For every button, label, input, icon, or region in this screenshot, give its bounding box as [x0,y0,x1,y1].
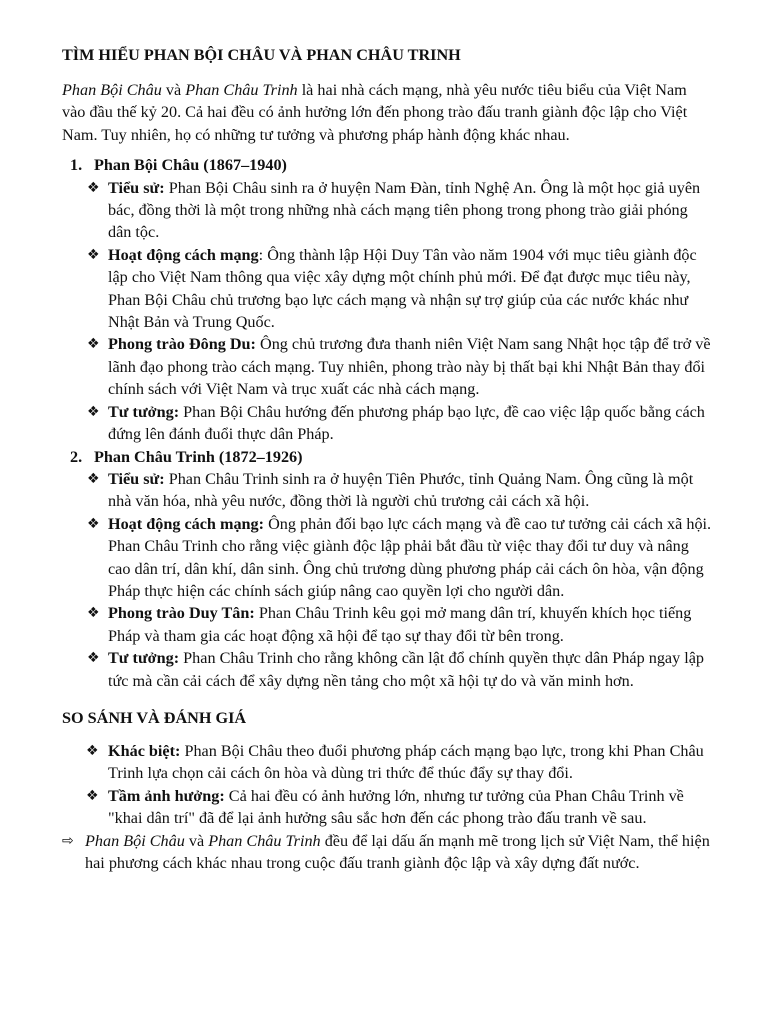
bullet-term: Tư tưởng: [108,649,180,668]
bullet-text: : Ông thành lập Hội Duy Tân vào năm 1904 với mục tiêu giành độc lập cho Việt Nam thông qua việc xây dựng một chính phủ mới. Để đạt được mục tiêu này, Phan Bội Châu chủ trương bạo lực cách mạng và nhận sự trợ giúp của các nước khác như Nhật Bản và Trung Quốc. [108,245,697,332]
intro-conjunction: và [161,81,186,99]
diamond-bullet-icon: ❖ [87,605,100,622]
diamond-bullet-icon: ❖ [87,515,100,532]
bullet-text: Phan Châu Trinh sinh ra ở huyện Tiên Phước, tỉnh Quảng Nam. Ông cũng là một nhà văn hóa, nhà yêu nước, đồng thời là người chủ trương cải cách xã hội. [108,469,694,511]
bullet-term: Phong trào Đông Du: [108,335,256,354]
intro-paragraph [62,79,712,146]
bullet-term: Hoạt động cách mạng [108,245,259,264]
diamond-bullet-icon: ❖ [86,742,99,759]
bullet-term: Tư tưởng: [108,402,180,421]
arrow-right-icon: ⇨ [62,832,74,849]
section-phan-boi-chau [62,154,712,445]
comparison-heading: SO SÁNH VÀ ĐÁNH GIÁ [62,708,247,727]
section-list [62,154,712,692]
bullet-text: Phan Bội Châu theo đuổi phương pháp cách mạng bạo lực, trong khi Phan Châu Trinh lựa chọn cải cách ôn hòa và dùng tri thức để thúc đẩy sự thay đổi. [108,741,704,783]
bullet-list [87,468,712,692]
diamond-bullet-icon: ❖ [87,246,100,263]
conclusion-conjunction: và [184,831,209,850]
section-phan-chau-trinh [62,446,712,692]
bullet-text: Phan Châu Trinh kêu gọi mở mang dân trí, khuyến khích học tiếng Pháp và tham gia các hoạt động xã hội để tạo sự thay đổi từ bên trong. [108,604,692,645]
intro-name-2: Phan Châu Trinh [185,81,298,99]
diamond-bullet-icon: ❖ [87,403,100,420]
conclusion-text: đều để lại dấu ấn mạnh mẽ trong lịch sử Việt Nam, thể hiện hai phương cách khác nhau trong cuộc đấu tranh giành độc lập và xây dựng đất nước. [85,831,710,872]
bullet-list [87,177,712,446]
document-title: TÌM HIỂU PHAN BỘI CHÂU VÀ PHAN CHÂU TRINH [62,46,461,64]
conclusion-name-1: Phan Bội Châu [85,831,185,850]
diamond-bullet-icon: ❖ [87,336,100,353]
list-item [87,401,712,446]
bullet-text: Phan Bội Châu hướng đến phương pháp bạo lực, đề cao việc lập quốc bằng cách đứng lên đánh đuổi thực dân Pháp. [108,402,705,444]
bullet-term: Phong trào Duy Tân: [108,604,255,623]
bullet-term: Tiểu sử: [108,178,165,197]
bullet-text: Ông chủ trương đưa thanh niên Việt Nam sang Nhật học tập để trở về lãnh đạo phong trào cách mạng. Tuy nhiên, phong trào này bị thất bại khi Nhật Bản thay đổi chính sách với Việt Nam và trục xuất các nhà cách mạng. [108,335,711,399]
bullet-term: Tầm ảnh hưởng: [108,786,225,805]
list-item [87,468,712,513]
intro-name-1: Phan Bội Châu [62,81,162,99]
section-title: Phan Châu Trinh (1872–1926) [94,447,303,466]
section-title: Phan Bội Châu (1867–1940) [94,156,287,175]
bullet-term: Hoạt động cách mạng: [108,514,265,533]
bullet-term: Khác biệt: [108,741,181,760]
bullet-text: Ông phản đối bạo lực cách mạng và đề cao tư tưởng cải cách xã hội. Phan Châu Trinh cho rằng việc giành độc lập phải bắt đầu từ việc thay đổi tư duy và nâng cao dân trí, dân khí, dân sinh. Ông chủ trương dùng phương pháp cải cách ôn hòa, vận động Pháp thực hiện các chính sách giúp nâng cao quyền lợi cho người dân. [108,514,712,600]
list-item [62,740,712,785]
bullet-text: Phan Bội Châu sinh ra ở huyện Nam Đàn, tỉnh Nghệ An. Ông là một học giả uyên bác, đồng thời là một trong những nhà cách mạng tiên phong trong phong trào giải phóng dân tộc. [108,178,701,242]
diamond-bullet-icon: ❖ [86,787,99,804]
diamond-bullet-icon: ❖ [87,650,100,667]
comparison-list [62,740,712,830]
list-item [87,647,712,692]
bullet-text: Phan Châu Trinh cho rằng không cần lật đổ chính quyền thực dân Pháp ngay lập tức mà cần cải cách để xây dựng nền tảng cho một xã hội tự do và văn minh hơn. [108,649,705,690]
list-item [87,177,712,244]
conclusion-paragraph [62,830,712,875]
section-number: 1. [70,156,83,175]
list-item [62,785,712,830]
list-item [87,513,712,603]
bullet-term: Tiểu sử: [108,469,165,488]
document-page [62,44,712,874]
bullet-text: Cả hai đều có ảnh hưởng lớn, nhưng tư tưởng của Phan Châu Trinh về "khai dân trí" đã để lại ảnh hưởng sâu sắc hơn đến các phong trào đấu tranh về sau. [108,786,684,828]
section-number: 2. [70,447,83,466]
list-item [87,244,712,334]
conclusion-name-2: Phan Châu Trinh [208,831,321,850]
diamond-bullet-icon: ❖ [87,470,100,487]
list-item [87,602,712,647]
diamond-bullet-icon: ❖ [87,179,100,196]
intro-text: là hai nhà cách mạng, nhà yêu nước tiêu biểu của Việt Nam vào đầu thế kỷ 20. Cả hai đều có ảnh hưởng lớn đến phong trào đấu tranh giành độc lập cho Việt Nam. Tuy nhiên, họ có những tư tưởng và phương pháp hành động khác nhau. [62,81,688,144]
list-item [87,333,712,400]
